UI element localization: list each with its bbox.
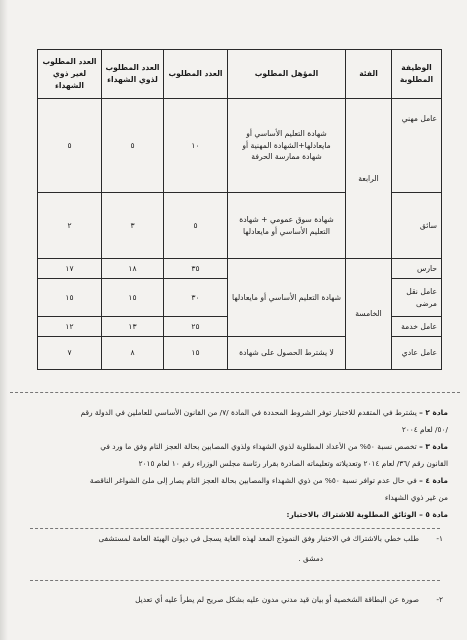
non-martyrs-cell: ١٥ [38, 279, 102, 317]
required-cell: ١٠ [164, 99, 228, 193]
job-cell: عامل خدمة [392, 317, 442, 337]
header-non-martyrs-count: العدد المطلوب لغير ذوي الشهداء [38, 50, 102, 99]
martyrs-cell: ٣ [102, 193, 164, 259]
martyrs-cell: ٥ [102, 99, 164, 193]
non-martyrs-cell: ١٢ [38, 317, 102, 337]
table-row [38, 99, 442, 193]
qualification-cell: شهادة التعليم الأساسي أو مايعادلها [228, 259, 346, 337]
required-cell: ١٥ [164, 337, 228, 370]
required-cell: ٣٥ [164, 259, 228, 279]
job-cell: سائق [392, 193, 442, 259]
article-2-cont: /٥٠/ لعام ٢٠٠٤ [401, 425, 448, 434]
header-category: الفئة [346, 50, 392, 99]
header-qualification: المؤهل المطلوب [228, 50, 346, 99]
article-3-cont: القانون رقم /٣٦/ لعام ٢٠١٤ وتعديلاته وتعليماته الصادرة بقرار رئاسة مجلس الوزراء رقم ١٠ لعام ٢٠١٥ [138, 459, 448, 468]
document-number: ٢- [436, 595, 443, 604]
separator-line [30, 528, 440, 529]
non-martyrs-cell: ٥ [38, 99, 102, 193]
article-2: مادة ٢ – يشترط في المتقدم للاختبار توفر الشروط المحددة في المادة /٧/ من القانون الأساسي للعاملين في الدولة رقم [80, 408, 448, 417]
martyrs-cell: ١٥ [102, 279, 164, 317]
article-5-heading: مادة ٥ – الوثائق المطلوبة للاشتراك بالاختبار: [286, 510, 448, 519]
martyrs-cell: ١٣ [102, 317, 164, 337]
non-martyrs-cell: ٢ [38, 193, 102, 259]
document-number: ١- [436, 534, 443, 543]
category-cell: الرابعة [346, 99, 392, 259]
separator-line [30, 580, 440, 581]
document-item: ٢-صورة عن البطاقة الشخصية أو بيان قيد مدني مدون عليه بشكل صريح لم يطرأ عليه أي تعديل [18, 592, 443, 608]
header-martyrs-count: العدد المطلوب لذوي الشهداء [102, 50, 164, 99]
job-cell: عامل نقل مرضى [392, 279, 442, 317]
job-cell: حارس [392, 259, 442, 279]
qualification-cell: شهادة التعليم الأساسي أو مايعادلها+الشهادة المهنية أو شهادة ممارسة الحرفة [228, 99, 346, 193]
article-3: مادة ٣ – تخصص نسبة ٥٠% من الأعداد المطلوبة لذوي الشهداء ولذوي المصابين بحالة العجز التام وفق ما ورد في [100, 442, 448, 451]
scan-page-edge [0, 0, 8, 640]
martyrs-cell: ١٨ [102, 259, 164, 279]
header-required-count: العدد المطلوب [164, 50, 228, 99]
non-martyrs-cell: ١٧ [38, 259, 102, 279]
separator-line [10, 392, 460, 393]
required-cell: ٢٥ [164, 317, 228, 337]
article-4: مادة ٤ – في حال عدم توافر نسبة ٥٠% من ذوي الشهداء والمصابين بحالة العجز التام يصار إلى ملئ الشواغر الناقصة [89, 476, 448, 485]
table-header-row [38, 50, 442, 99]
category-cell: الخامسة [346, 259, 392, 370]
martyrs-cell: ٨ [102, 337, 164, 370]
required-cell: ٥ [164, 193, 228, 259]
required-cell: ٣٠ [164, 279, 228, 317]
table-row [38, 259, 442, 279]
qualification-cell: لا يشترط الحصول على شهادة [228, 337, 346, 370]
document-item: ١-طلب خطي بالاشتراك في الاختبار وفق النموذج المعد لهذه الغاية يسجل في ديوان الهيئة العامة لمستشفى [18, 531, 443, 547]
article-4-cont: من غير ذوي الشهداء [384, 493, 448, 502]
non-martyrs-cell: ٧ [38, 337, 102, 370]
job-cell: عامل مهني [392, 99, 442, 193]
header-job: الوظيفة المطلوبة [392, 50, 442, 99]
jobs-table [37, 49, 442, 370]
articles-section [18, 404, 448, 523]
qualification-cell: شهادة سوق عمومي + شهادة التعليم الأساسي أو مايعادلها [228, 193, 346, 259]
document-item-cont: دمشق . [298, 554, 323, 563]
job-cell: عامل عادي [392, 337, 442, 370]
